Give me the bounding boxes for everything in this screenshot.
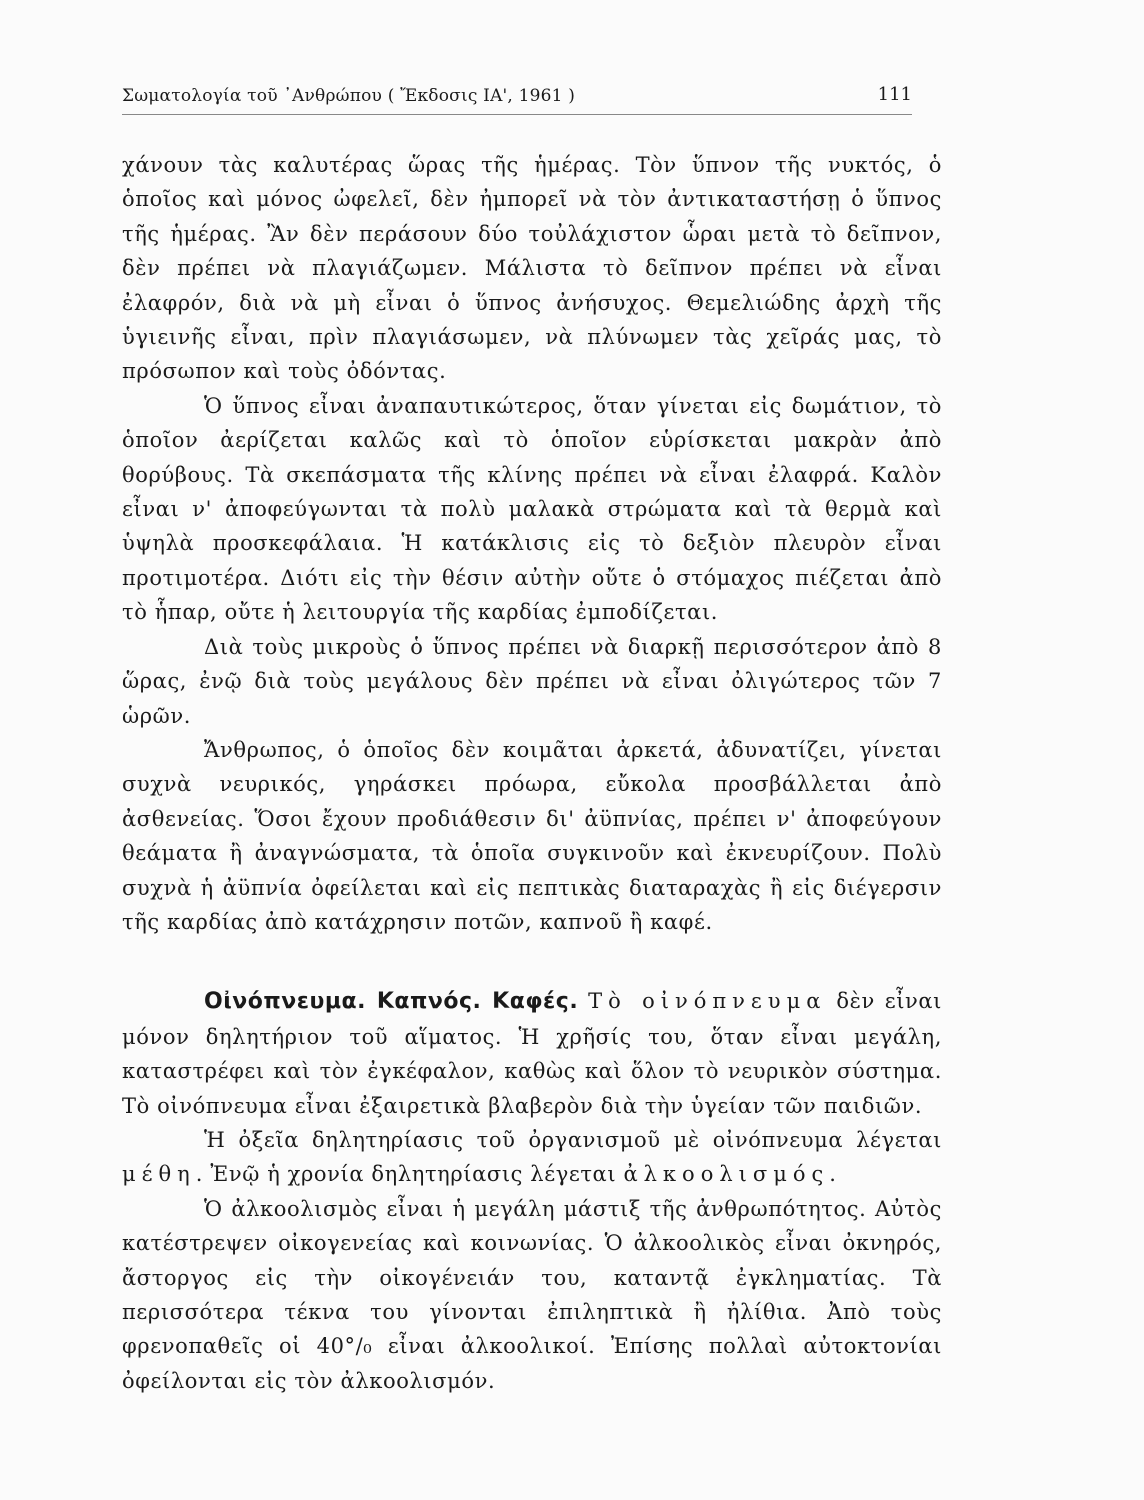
page-header [122, 80, 912, 115]
paragraph: χάνουν τὰς καλυτέρας ὥρας τῆς ἡμέρας. Τὸν ὕπνον τῆς νυκτός, ὁ ὁποῖος καὶ μόνος ὠφελεῖ, δὲν ἠμπορεῖ νὰ τὸν ἀντικαταστήσῃ ὁ ὕπνος τῆς ἡμέρας. Ἂν δὲν περάσουν δύο τοὐλάχιστον ὧραι μετὰ τὸ δεῖπνον, δὲν πρέπει νὰ πλαγιάζωμεν. Μάλιστα τὸ δεῖπνον πρέπει νὰ εἶναι ἐλαφρόν, διὰ νὰ μὴ εἶναι ὁ ὕπνος ἀνήσυχος. Θεμελιώδης ἀρχὴ τῆς ὑγιεινῆς εἶναι, πρὶν πλαγιάσωμεν, νὰ πλύνωμεν τὰς χεῖράς μας, τὸ πρόσωπον καὶ τοὺς ὀδόντας. [122, 153, 942, 384]
spaced-term: μέθη [122, 1162, 196, 1187]
paragraph-text: Ἡ ὀξεῖα δηλητηρίασις τοῦ ὀργανισμοῦ μὲ οἰνόπνευμα λέγεται [204, 1127, 942, 1152]
page-number: 111 [877, 84, 912, 105]
section-first-paragraph [122, 984, 942, 1123]
paragraph: Ὁ ἀλκοολισμὸς εἶναι ἡ μεγάλη μάστιξ τῆς ἀνθρωπότητος. Αὐτὸς κατέστρεψεν οἰκογενείας καὶ κοινωνίας. Ὁ ἀλκοολικὸς εἶναι ὀκνηρός, ἄστοργος εἰς τὴν οἰκογένειάν του, καταντᾷ ἐγκληματίας. Τὰ περισσότερα τέκνα του γίνονται ἐπιληπτικὰ ἢ ἠλίθια. Ἀπὸ τοὺς φρενοπαθεῖς οἱ 40°/₀ εἶναι ἀλκοολικοί. Ἐπίσης πολλαὶ αὐτοκτονίαι ὀφείλονται εἰς τὸν ἀλκοολισμόν. [122, 1196, 942, 1393]
section-gap [122, 939, 942, 984]
spaced-term: ἀλκοολισμός [623, 1162, 830, 1187]
paragraph-text: . Ἐνῷ ἡ χρονία δηλητηρίασις λέγεται [195, 1162, 617, 1187]
paragraph-text: . [829, 1162, 837, 1187]
body-text [122, 148, 942, 1398]
paragraph: Ὁ ὕπνος εἶναι ἀναπαυτικώτερος, ὅταν γίνεται εἰς δωμάτιον, τὸ ὁποῖον ἀερίζεται καλῶς καὶ τὸ ὁποῖον εὑρίσκεται μακρὰν ἀπὸ θορύβους. Τὰ σκεπάσματα τῆς κλίνης πρέπει νὰ εἶναι ἐλαφρά. Καλὸν εἶναι ν' ἀποφεύγωνται τὰ πολὺ μαλακὰ στρώματα καὶ τὰ θερμὰ καὶ ὑψηλὰ προσκεφάλαια. Ἡ κατάκλισις εἰς τὸ δεξιὸν πλευρὸν εἶναι προτιμοτέρα. Διότι εἰς τὴν θέσιν αὐτὴν οὔτε ὁ στόμαχος πιέζεται ἀπὸ τὸ ἧπαρ, οὔτε ἡ λειτουργία τῆς καρδίας ἐμποδίζεται. [122, 393, 942, 625]
paragraph [122, 1123, 942, 1192]
paragraph-text: δὲν εἶναι μόνον δηλητήριον τοῦ αἵματος. Ἡ χρῆσίς του, ὅταν εἶναι μεγάλη, καταστρέφει καὶ τὸν ἐγκέφαλον, καθὼς καὶ ὅλον τὸ νευρικὸν σύστημα. Τὸ οἰνόπνευμα εἶναι ἐξαιρετικὰ βλαβερὸν διὰ τὴν ὑγείαν τῶν παιδιῶν. [122, 989, 943, 1118]
paragraph: Διὰ τοὺς μικροὺς ὁ ὕπνος πρέπει νὰ διαρκῇ περισσότερον ἀπὸ 8 ὥρας, ἐνῷ διὰ τοὺς μεγάλους δὲν πρέπει νὰ εἶναι ὀλιγώτερος τῶν 7 ὡρῶν. [122, 634, 942, 728]
running-head: Σωματολογία τοῦ ᾿Ανθρώπου ( Ἔκδοσις ΙΑ', 1961 ) [122, 86, 576, 106]
spaced-term: Τὸ οἰνόπνευμα [588, 989, 827, 1014]
section-heading: Οἰνόπνευμα. Καπνός. Καφές. [204, 989, 579, 1015]
paragraph: Ἄνθρωπος, ὁ ὁποῖος δὲν κοιμᾶται ἀρκετά, ἀδυνατίζει, γίνεται συχνὰ νευρικός, γηράσκει πρόωρα, εὔκολα προσβάλλεται ἀπὸ ἀσθενείας. Ὅσοι ἔχουν προδιάθεσιν δι' ἀϋπνίας, πρέπει ν' ἀποφεύγουν θεάματα ἢ ἀναγνώσματα, τὰ ὁποῖα συγκινοῦν καὶ ἐκνευρίζουν. Πολὺ συχνὰ ἡ ἀϋπνία ὀφείλεται καὶ εἰς πεπτικὰς διαταραχὰς ἢ εἰς διέγερσιν τῆς καρδίας ἀπὸ κατάχρησιν ποτῶν, καπνοῦ ἢ καφέ. [122, 737, 942, 934]
